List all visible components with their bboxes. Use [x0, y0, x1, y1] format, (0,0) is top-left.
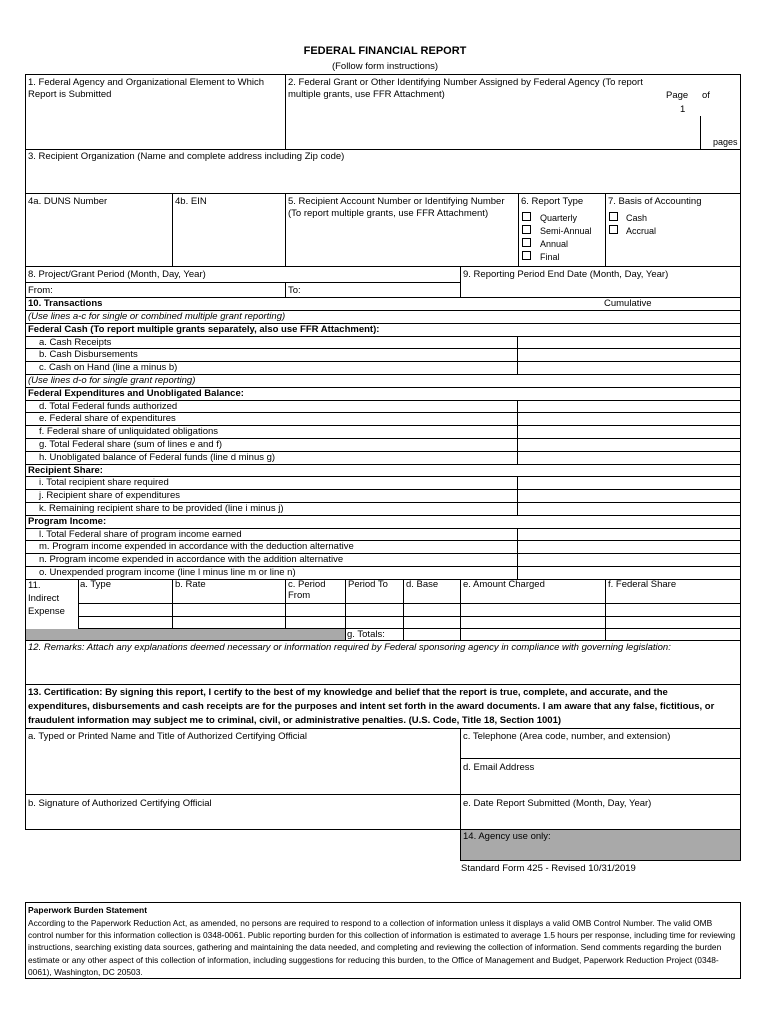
cumulative-amount-field[interactable]	[518, 426, 740, 438]
tx-row-line	[25, 515, 741, 516]
accrual-label: Accrual	[626, 226, 657, 236]
indirect-expense-cell[interactable]	[286, 617, 345, 628]
transaction-line-label: k. Remaining recipient share to be provided (line i minus j)	[39, 503, 284, 514]
transaction-section-heading: Program Income:	[28, 515, 107, 527]
col-period-to: Period To	[348, 579, 388, 590]
tx-col-divider	[517, 425, 518, 438]
indirect-expense-cell[interactable]	[79, 604, 172, 616]
tx-col-divider	[517, 540, 518, 553]
cumulative-amount-field[interactable]	[518, 554, 740, 566]
box12-label: 12. Remarks: Attach any explanations deemed necessary or information required by Federal sponsoring agency in compliance with governing legislation:	[28, 642, 671, 653]
form-number: Standard Form 425 - Revised 10/31/2019	[461, 863, 636, 874]
tx-col-divider	[517, 348, 518, 361]
tx-col-divider	[517, 336, 518, 349]
cumulative-amount-field[interactable]	[518, 349, 740, 361]
box8-label: 8. Project/Grant Period (Month, Day, Year)	[28, 269, 206, 280]
transaction-line-label: h. Unobligated balance of Federal funds (line d minus g)	[39, 451, 276, 463]
tx-col-divider	[517, 438, 518, 451]
transaction-line-label: g. Total Federal share (sum of lines e and f)	[39, 439, 223, 450]
cert-signature-field[interactable]	[26, 810, 459, 829]
tx-col-divider	[517, 400, 518, 413]
indirect-expense-cell[interactable]	[346, 617, 403, 628]
cumulative-amount-field[interactable]	[518, 567, 740, 579]
box3-label: 3. Recipient Organization (Name and complete address including Zip code)	[28, 151, 345, 162]
tx-col-divider	[517, 361, 518, 374]
cert-date-label: e. Date Report Submitted (Month, Day, Year)	[463, 798, 652, 809]
duns-field[interactable]	[26, 210, 171, 265]
semi-annual-label: Semi-Annual	[540, 226, 592, 236]
transaction-line-label: n. Program income expended in accordance with the addition alternative	[39, 554, 344, 566]
indirect-expense-cell[interactable]	[606, 617, 740, 628]
cumulative-amount-field[interactable]	[518, 529, 740, 541]
cash-label: Cash	[626, 213, 648, 223]
transaction-line-label: j. Recipient share of expenditures	[39, 490, 180, 502]
box11-right-border	[740, 579, 741, 640]
page-of-label: of	[702, 90, 710, 101]
cert-phone-field[interactable]	[461, 744, 739, 758]
tx-col-divider	[517, 566, 518, 579]
transaction-section-heading: Federal Cash (To report multiple grants separately, also use FFR Attachment):	[28, 323, 380, 335]
transaction-line-label: i. Total recipient share required	[39, 477, 169, 489]
box4a-label: 4a. DUNS Number	[28, 196, 108, 207]
final-checkbox[interactable]	[522, 251, 531, 260]
cert-date-field[interactable]	[461, 810, 739, 829]
indirect-expense-cell[interactable]	[173, 617, 285, 628]
col-period-from: c. Period From	[288, 579, 326, 601]
burden-title: Paperwork Burden Statement	[28, 905, 148, 915]
transaction-section-heading: (Use lines a-c for single or combined multiple grant reporting)	[28, 311, 286, 322]
tx-col-divider	[517, 502, 518, 515]
tx-col-divider	[517, 528, 518, 541]
box11-label: 11. Indirect Expense	[28, 580, 65, 617]
transaction-section-heading: Recipient Share:	[28, 464, 103, 476]
total-amount-charged-field[interactable]	[461, 629, 604, 640]
indirect-expense-cell[interactable]	[606, 604, 740, 616]
period-from-label: From:	[28, 285, 53, 296]
period-to-field[interactable]	[306, 283, 459, 296]
cumulative-amount-field[interactable]	[518, 439, 740, 451]
box9-label: 9. Reporting Period End Date (Month, Day, Year)	[463, 269, 669, 280]
box3-field[interactable]	[26, 164, 739, 192]
box10-label: 10. Transactions	[28, 298, 103, 309]
quarterly-checkbox[interactable]	[522, 212, 531, 221]
transaction-line-label: f. Federal share of unliquidated obligations	[39, 426, 219, 438]
col-type: a. Type	[80, 579, 111, 590]
total-federal-share-field[interactable]	[606, 629, 739, 640]
cumulative-amount-field[interactable]	[518, 413, 740, 425]
burden-text: According to the Paperwork Reduction Act, as amended, no persons are required to respond to a collection of information unless it displays a valid OMB Control Number. The valid OMB control number for this information collection is 0348-0061. Public reporting burden for this collection of information is estimated to average 1.5 hours per response, including time for reviewing instructions, searching existing data sources, gathering and maintaining the data needed, and completing and reviewing the collection of information. Send comments regarding the burden estimate or any other aspect of this collection of information, including suggestions for reducing this burden, to the Office of Management and Budget, Paperwork Reduction Project (0348-0061), Washington, DC 20503.	[28, 918, 736, 977]
cumulative-label: Cumulative	[604, 298, 652, 309]
col-base: d. Base	[406, 579, 439, 590]
cumulative-amount-field[interactable]	[518, 490, 740, 502]
cert-name-label: a. Typed or Printed Name and Title of Authorized Certifying Official	[28, 731, 307, 742]
cert-email-label: d. Email Address	[463, 762, 535, 773]
totals-gray-band	[26, 629, 345, 640]
col-federal-share: f. Federal Share	[608, 579, 677, 590]
box6-label: 6. Report Type	[521, 196, 584, 207]
page-number: 1	[680, 104, 686, 115]
indirect-expense-cell[interactable]	[404, 604, 460, 616]
transaction-section-heading: Federal Expenditures and Unobligated Balance:	[28, 387, 244, 399]
indirect-expense-cell[interactable]	[79, 617, 172, 628]
col-rate: b. Rate	[175, 579, 206, 590]
cumulative-amount-field[interactable]	[518, 401, 740, 413]
indirect-expense-cell[interactable]	[461, 604, 605, 616]
transaction-line-label: d. Total Federal funds authorized	[39, 400, 178, 412]
indirect-expense-cell[interactable]	[346, 604, 403, 616]
transaction-line-label: a. Cash Receipts	[39, 336, 112, 348]
cert-signature-label: b. Signature of Authorized Certifying Official	[28, 798, 212, 809]
annual-label: Annual	[540, 239, 569, 249]
cert-phone-label: c. Telephone (Area code, number, and extension)	[463, 731, 671, 742]
box1-label: 1. Federal Agency and Organizational Element to Which Report is Submitted	[28, 77, 265, 100]
cumulative-amount-field[interactable]	[518, 477, 740, 489]
agency-use-label: 14. Agency use only:	[463, 831, 551, 842]
period-to-label: To:	[288, 285, 301, 296]
transaction-line-label: c. Cash on Hand (line a minus b)	[39, 362, 178, 374]
cash-checkbox[interactable]	[609, 212, 618, 221]
box13-certification: 13. Certification: By signing this report, I certify to the best of my knowledge and belief that the report is true, complete, and accurate, and the expenditures, disbursements and cash receipts are for the purposes and intent set forth in the award documents. I am aware that any false, fictitious, or fraudulent information may subject me to criminal, civil, or administrative penalties. (U.S. Code, Title 18, Section 1001)	[28, 687, 715, 726]
transaction-line-label: m. Program income expended in accordance with the deduction alternative	[39, 541, 354, 553]
box5-label: 5. Recipient Account Number or Identifying Number (To report multiple grants, use FFR Attachment)	[288, 196, 505, 219]
cumulative-amount-field[interactable]	[518, 452, 740, 464]
reporting-end-date-field[interactable]	[461, 282, 739, 296]
tx-col-divider	[517, 489, 518, 502]
totals-label: g. Totals:	[347, 629, 385, 640]
semi-annual-checkbox[interactable]	[522, 225, 531, 234]
box2-label: 2. Federal Grant or Other Identifying Number Assigned by Federal Agency (To report multiple grants, use FFR Attachment)	[288, 77, 643, 100]
cumulative-amount-field[interactable]	[518, 503, 740, 515]
cumulative-amount-field[interactable]	[518, 362, 740, 374]
page-label: Page	[666, 90, 689, 101]
form-title: FEDERAL FINANCIAL REPORT	[303, 45, 467, 57]
indirect-expense-cell[interactable]	[286, 604, 345, 616]
cumulative-amount-field[interactable]	[518, 337, 740, 349]
tx-col-divider	[517, 451, 518, 464]
pages-label: pages	[713, 137, 738, 147]
cert-email-field[interactable]	[461, 775, 739, 794]
quarterly-label: Quarterly	[540, 213, 578, 223]
final-label: Final	[540, 252, 560, 262]
tx-col-divider	[517, 476, 518, 489]
transaction-line-label: e. Federal share of expenditures	[39, 413, 176, 425]
remarks-field[interactable]	[26, 655, 739, 683]
transaction-line-label: b. Cash Disbursements	[39, 349, 138, 361]
form-subtitle: (Follow form instructions)	[331, 61, 439, 72]
tx-row-line	[25, 464, 741, 465]
transaction-section-heading: (Use lines d-o for single grant reporting)	[28, 375, 196, 386]
annual-checkbox[interactable]	[522, 238, 531, 247]
indirect-expense-cell[interactable]	[404, 617, 460, 628]
period-from-field[interactable]	[58, 283, 284, 296]
account-number-field[interactable]	[286, 236, 517, 265]
box1-field[interactable]	[26, 102, 284, 148]
box4b-label: 4b. EIN	[175, 196, 207, 207]
indirect-expense-cell[interactable]	[173, 604, 285, 616]
accrual-checkbox[interactable]	[609, 225, 618, 234]
indirect-expense-cell[interactable]	[461, 617, 605, 628]
box7-label: 7. Basis of Accounting	[608, 196, 702, 207]
transaction-line-label: l. Total Federal share of program income earned	[39, 528, 242, 540]
transaction-line-label: o. Unexpended program income (line l minus line m or line n)	[39, 567, 296, 578]
ein-field[interactable]	[173, 210, 284, 265]
tx-col-divider	[517, 553, 518, 566]
box2-field[interactable]	[286, 106, 660, 148]
cumulative-amount-field[interactable]	[518, 541, 740, 553]
cert-name-field[interactable]	[26, 744, 459, 794]
tx-col-divider	[517, 412, 518, 425]
col-amount-charged: e. Amount Charged	[463, 579, 545, 590]
